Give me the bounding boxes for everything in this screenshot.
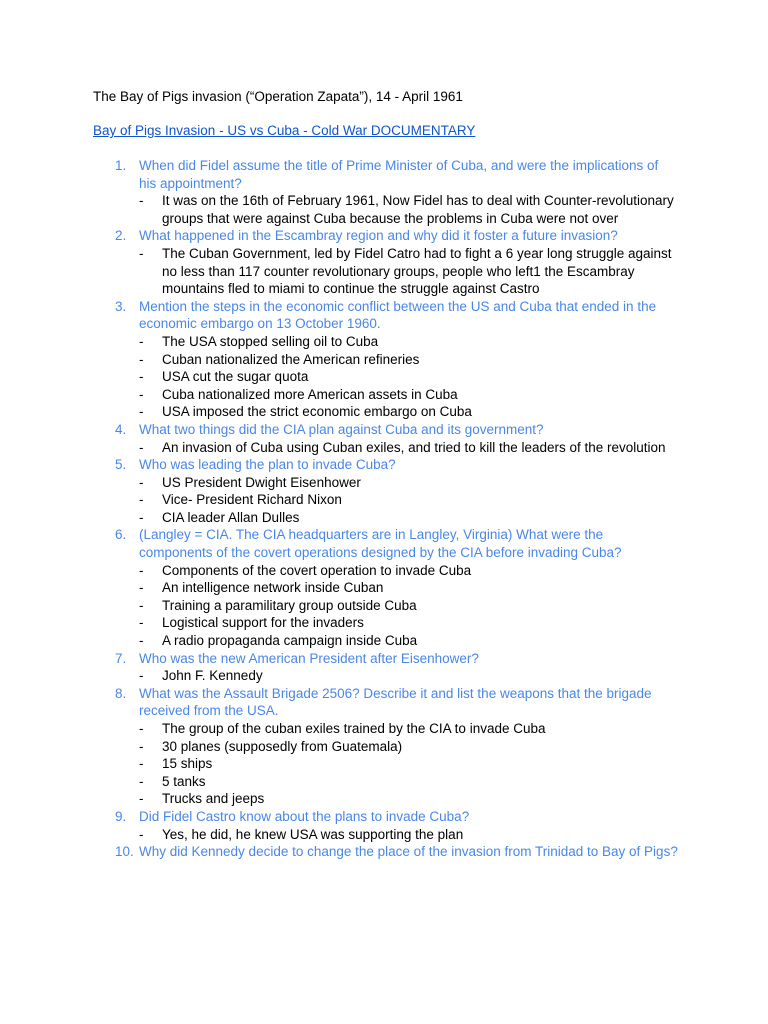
question-text: What was the Assault Brigade 2506? Describe it and list the weapons that the brigade received from the USA. [139,685,652,719]
dash-bullet: - [139,509,144,525]
answer-list [0,245,768,298]
dash-bullet: - [139,386,144,402]
answer-text: Yes, he did, he knew USA was supporting the plan [162,826,464,842]
answer-text: 15 ships [162,756,213,772]
answer-item [0,667,768,685]
question-item [0,157,768,227]
answer-text: A radio propaganda campaign inside Cuba [162,633,418,649]
answer-item [0,491,768,509]
answer-item [0,720,768,738]
dash-bullet: - [139,474,144,490]
question-text: (Langley = CIA. The CIA headquarters are in Langley, Virginia) What were the components of the covert operations designed by the CIA before invading Cuba? [139,527,622,561]
answer-text: 30 planes (supposedly from Guatemala) [162,738,403,754]
answer-item [0,245,768,298]
dash-bullet: - [139,738,144,754]
answer-item [0,826,768,844]
question-item [0,298,768,421]
answer-item [0,333,768,351]
question-number: 9. [115,808,127,824]
question-text: Mention the steps in the economic conflict between the US and Cuba that ended in the economic embargo on 13 October 1960. [139,298,657,332]
answer-text: Vice- President Richard Nixon [162,492,342,508]
dash-bullet: - [139,193,144,209]
answer-item [0,614,768,632]
dash-bullet: - [139,597,144,613]
question-text: When did Fidel assume the title of Prime Minister of Cuba, and were the implications of his appointment? [139,158,659,191]
question-number: 2. [115,228,127,244]
answer-text: Training a paramilitary group outside Cuba [162,597,417,613]
answer-item [0,509,768,527]
question-text: Did Fidel Castro know about the plans to invade Cuba? [139,808,470,824]
document-title: The Bay of Pigs invasion (“Operation Zapata”), 14 - April 1961 [93,89,463,104]
answer-text: It was on the 16th of February 1961, Now Fidel has to deal with Counter-revolutionary groups that were against Cuba because the problems in Cuba were not over [162,193,674,226]
question-number: 5. [115,457,127,473]
answer-text: CIA leader Allan Dulles [162,509,300,525]
answer-text: The Cuban Government, led by Fidel Catro had to fight a 6 year long struggle against no less than 117 counter revolutionary groups, people who left1 the Escambray mountains fled to miami to continue the struggle against Castro [162,245,672,297]
dash-bullet: - [139,615,144,631]
answer-item [0,790,768,808]
answer-text: The group of the cuban exiles trained by the CIA to invade Cuba [162,721,546,736]
question-item [0,227,768,297]
question-item [0,526,768,649]
answer-list [0,474,768,527]
question-number: 6. [115,527,127,543]
answer-text: John F. Kennedy [162,668,263,684]
answer-item [0,773,768,791]
answer-text: 5 tanks [162,773,206,789]
documentary-link[interactable]: Bay of Pigs Invasion - US vs Cuba - Cold War DOCUMENTARY [93,123,476,138]
question-item [0,808,768,843]
answer-text: Cuban nationalized the American refineries [162,351,420,367]
dash-bullet: - [139,580,144,596]
answer-list [0,562,768,650]
answer-item [0,351,768,369]
question-text: What two things did the CIA plan against Cuba and its government? [139,421,544,437]
dash-bullet: - [139,773,144,789]
answer-list [0,667,768,685]
question-item [0,843,768,861]
answer-list [0,192,768,227]
question-item [0,456,768,526]
answer-item [0,597,768,615]
dash-bullet: - [139,492,144,508]
answer-text: Logistical support for the invaders [162,615,364,631]
answer-list [0,826,768,844]
answer-text: An invasion of Cuba using Cuban exiles, and tried to kill the leaders of the revolution [162,439,666,455]
question-number: 7. [115,650,127,666]
answer-text: An intelligence network inside Cuban [162,580,384,596]
answer-item [0,738,768,756]
dash-bullet: - [139,404,144,420]
dash-bullet: - [139,351,144,367]
answer-item [0,755,768,773]
dash-bullet: - [139,245,144,261]
question-number: 8. [115,685,127,701]
answer-list [0,439,768,457]
answer-list [0,333,768,421]
answer-item [0,403,768,421]
dash-bullet: - [139,439,144,455]
answer-item [0,632,768,650]
answer-item [0,579,768,597]
answer-text: Trucks and jeeps [162,791,265,807]
question-number: 3. [115,298,127,314]
dash-bullet: - [139,791,144,807]
question-number: 10. [115,844,134,860]
dash-bullet: - [139,721,144,736]
dash-bullet: - [139,562,144,578]
answer-item [0,439,768,457]
dash-bullet: - [139,333,144,349]
answer-text: USA cut the sugar quota [162,369,309,385]
answer-list [0,720,768,808]
answer-item [0,368,768,386]
answer-item [0,386,768,404]
dash-bullet: - [139,633,144,649]
question-list [0,157,768,861]
answer-item [0,562,768,580]
question-text: Why did Kennedy decide to change the place of the invasion from Trinidad to Bay of Pigs? [139,844,678,860]
dash-bullet: - [139,756,144,772]
question-item [0,685,768,808]
question-number: 4. [115,421,127,437]
question-number: 1. [115,158,127,173]
dash-bullet: - [139,369,144,385]
answer-text: USA imposed the strict economic embargo on Cuba [162,404,472,420]
answer-item [0,474,768,492]
dash-bullet: - [139,826,144,842]
question-text: Who was the new American President after Eisenhower? [139,650,479,666]
answer-item [0,192,768,227]
dash-bullet: - [139,668,144,684]
question-item [0,421,768,456]
answer-text: US President Dwight Eisenhower [162,474,361,490]
answer-text: The USA stopped selling oil to Cuba [162,333,379,349]
question-text: What happened in the Escambray region and why did it foster a future invasion? [139,228,618,244]
question-item [0,650,768,685]
question-text: Who was leading the plan to invade Cuba? [139,457,396,473]
answer-text: Components of the covert operation to invade Cuba [162,562,472,578]
answer-text: Cuba nationalized more American assets in Cuba [162,386,458,402]
